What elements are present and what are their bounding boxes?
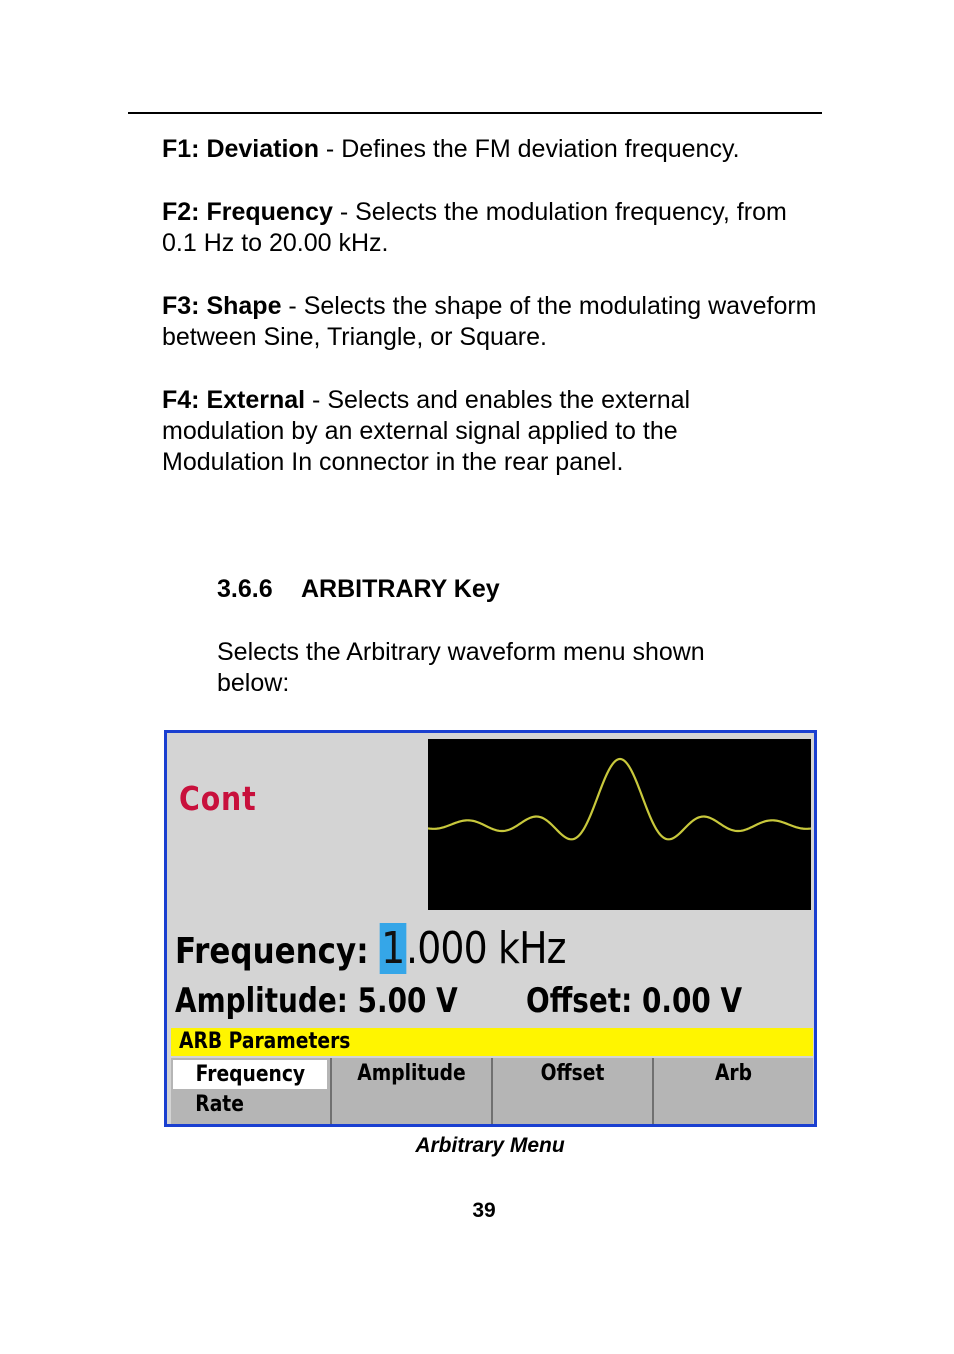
definition-text: - Selects the shape of the modulating waveform between Sine, Triangle, or Square. — [162, 292, 817, 351]
section-intro: Selects the Arbitrary waveform menu shown below: — [217, 638, 705, 697]
definition-text: - Defines the FM deviation frequency. — [318, 135, 740, 163]
softkey-label-selected: Frequency — [173, 1060, 327, 1089]
section-heading — [217, 574, 500, 605]
softkey-frequency-rate[interactable] — [171, 1058, 332, 1124]
sinc-waveform-icon — [428, 739, 811, 910]
frequency-label: Frequency: — [175, 931, 369, 972]
softkey-offset[interactable] — [493, 1058, 654, 1124]
definition-f3 — [162, 291, 822, 353]
definition-text: - Selects and enables the external modulation by an external signal applied to the Modulation In connector in the rear panel. — [162, 386, 691, 476]
definition-f2 — [162, 197, 822, 259]
offset-readout: Offset: 0.00 V — [526, 981, 743, 1021]
frequency-readout[interactable] — [175, 923, 566, 974]
definition-term: F1: Deviation — [162, 135, 319, 163]
definition-term: F3: Shape — [162, 292, 282, 320]
frequency-value[interactable] — [379, 923, 565, 974]
header-rule — [128, 112, 822, 114]
menu-title-bar — [171, 1028, 813, 1056]
amplitude-readout: Amplitude: 5.00 V — [175, 981, 458, 1021]
section-title: ARBITRARY Key — [301, 575, 500, 603]
waveform-trace — [428, 759, 811, 839]
arbitrary-menu-screen — [164, 730, 817, 1127]
softkey-label: Amplitude — [357, 1061, 466, 1086]
definition-text: - Selects the modulation frequency, from 0.1 Hz to 20.00 kHz. — [162, 198, 787, 257]
softkey-arb[interactable] — [654, 1058, 813, 1124]
edit-cursor-digit[interactable]: 1 — [381, 923, 405, 974]
softkey-label: Arb — [714, 1061, 753, 1086]
softkey-label: Offset — [540, 1061, 605, 1086]
definition-f4 — [162, 385, 762, 478]
run-mode-label: Cont — [179, 779, 257, 818]
menu-title: ARB Parameters — [179, 1029, 351, 1054]
figure-caption: Arbitrary Menu — [415, 1134, 565, 1157]
softkey-label-alt: Rate — [195, 1092, 244, 1117]
page-number: 39 — [472, 1199, 496, 1222]
definition-term: F2: Frequency — [162, 198, 333, 226]
definition-term: F4: External — [162, 386, 306, 414]
section-number: 3.6.6 — [217, 575, 273, 603]
softkey-bar — [171, 1058, 813, 1124]
frequency-value-rest: .000 kHz — [406, 923, 566, 974]
softkey-amplitude[interactable] — [332, 1058, 493, 1124]
definition-f1 — [162, 134, 822, 165]
waveform-display — [428, 739, 811, 910]
